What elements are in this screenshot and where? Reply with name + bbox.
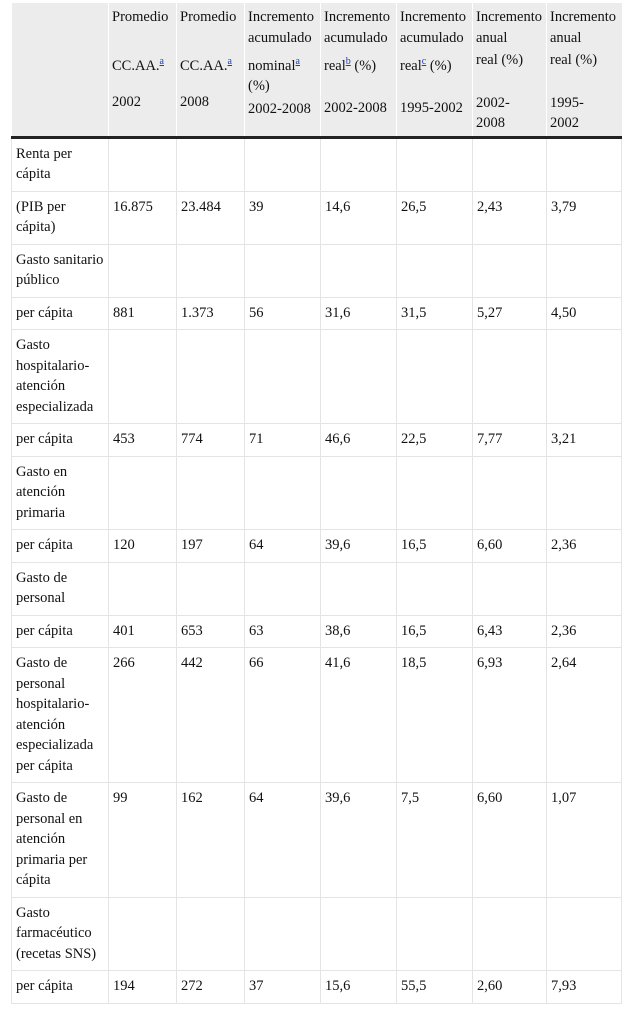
header-cell-incremento-anual-2002-2008 bbox=[473, 3, 547, 137]
table-cell: 120 bbox=[109, 530, 177, 563]
header-text: real (%) bbox=[476, 52, 524, 68]
table-row bbox=[12, 330, 622, 424]
table-cell: 41,6 bbox=[321, 648, 397, 783]
table-row bbox=[12, 137, 622, 191]
table-cell: 6,60 bbox=[473, 530, 547, 563]
table-row bbox=[12, 297, 622, 330]
table-cell: 4,50 bbox=[547, 297, 622, 330]
table-cell: 194 bbox=[109, 971, 177, 1004]
table-cell: 56 bbox=[245, 297, 321, 330]
table-cell bbox=[321, 562, 397, 615]
table-cell: 774 bbox=[177, 424, 245, 457]
header-text: CC.AA.$^a$ bbox=[180, 55, 232, 74]
table-row bbox=[12, 971, 622, 1004]
row-label: Gasto de personal en atención primaria per cápita bbox=[12, 783, 109, 898]
table-cell: 2,43 bbox=[473, 191, 547, 244]
table-cell: 881 bbox=[109, 297, 177, 330]
header-year: 1995-2002 bbox=[400, 100, 463, 117]
table-row bbox=[12, 530, 622, 563]
table-cell bbox=[245, 137, 321, 191]
table-cell bbox=[109, 330, 177, 424]
table-cell bbox=[109, 137, 177, 191]
row-label: Gasto en atención primaria bbox=[12, 456, 109, 530]
table-cell bbox=[397, 330, 473, 424]
table-cell bbox=[245, 330, 321, 424]
table-cell: 99 bbox=[109, 783, 177, 898]
table-cell bbox=[177, 456, 245, 530]
header-text: Promedio bbox=[112, 9, 169, 25]
header-text: anual bbox=[550, 29, 582, 46]
table-cell: 197 bbox=[177, 530, 245, 563]
table-cell: 64 bbox=[245, 783, 321, 898]
table-cell bbox=[321, 244, 397, 297]
table-row bbox=[12, 456, 622, 530]
table-cell: 2,64 bbox=[547, 648, 622, 783]
header-text: Incremento bbox=[324, 9, 391, 25]
header-text: real$^b$ (%) bbox=[324, 56, 377, 74]
table-cell: 66 bbox=[245, 648, 321, 783]
table-cell: 16,5 bbox=[397, 530, 473, 563]
header-text: real (%) bbox=[550, 52, 598, 68]
row-label: Gasto de personal bbox=[12, 562, 109, 615]
table-cell: 6,43 bbox=[473, 615, 547, 648]
table-cell: 2,36 bbox=[547, 615, 622, 648]
table-cell: 22,5 bbox=[397, 424, 473, 457]
table-row bbox=[12, 897, 622, 971]
table-cell bbox=[177, 244, 245, 297]
table-cell bbox=[547, 137, 622, 191]
table-cell: 39,6 bbox=[321, 530, 397, 563]
table-cell bbox=[547, 897, 622, 971]
footnote-b-link[interactable]: b bbox=[345, 56, 351, 67]
footnote-a-link[interactable]: a bbox=[295, 56, 300, 67]
table-cell bbox=[245, 244, 321, 297]
row-label: per cápita bbox=[12, 971, 109, 1004]
row-label: Gasto hospitalario-atención especializada bbox=[12, 330, 109, 424]
table-cell: 162 bbox=[177, 783, 245, 898]
table-cell: 266 bbox=[109, 648, 177, 783]
table-row bbox=[12, 191, 622, 244]
header-cell-incremento-real-2002-2008 bbox=[321, 3, 397, 137]
row-label: Renta per cápita bbox=[12, 137, 109, 191]
header-text: acumulado bbox=[248, 29, 312, 46]
table-cell: 3,21 bbox=[547, 424, 622, 457]
table-cell bbox=[177, 562, 245, 615]
table-header bbox=[12, 3, 622, 137]
table-cell bbox=[177, 330, 245, 424]
header-cell-promedio-2008 bbox=[177, 3, 245, 137]
footnote-a-link[interactable]: a bbox=[159, 55, 164, 67]
table-cell bbox=[177, 137, 245, 191]
table-cell: 31,6 bbox=[321, 297, 397, 330]
table-row bbox=[12, 615, 622, 648]
table-cell bbox=[245, 456, 321, 530]
table-cell: 2,36 bbox=[547, 530, 622, 563]
table-cell: 6,93 bbox=[473, 648, 547, 783]
table-cell: 14,6 bbox=[321, 191, 397, 244]
table-cell: 1,07 bbox=[547, 783, 622, 898]
table-row bbox=[12, 783, 622, 898]
footnote-c-link[interactable]: c bbox=[421, 56, 427, 67]
table-cell: 3,79 bbox=[547, 191, 622, 244]
table-cell: 401 bbox=[109, 615, 177, 648]
table-cell: 38,6 bbox=[321, 615, 397, 648]
table-body bbox=[12, 137, 622, 1003]
table-cell bbox=[397, 137, 473, 191]
row-label: per cápita bbox=[12, 424, 109, 457]
table-cell: 453 bbox=[109, 424, 177, 457]
table-cell: 23.484 bbox=[177, 191, 245, 244]
table-cell: 16.875 bbox=[109, 191, 177, 244]
table-cell: 46,6 bbox=[321, 424, 397, 457]
table-cell: 272 bbox=[177, 971, 245, 1004]
table-cell: 26,5 bbox=[397, 191, 473, 244]
table-cell: 39 bbox=[245, 191, 321, 244]
table-row bbox=[12, 648, 622, 783]
row-label: per cápita bbox=[12, 297, 109, 330]
table-cell bbox=[321, 137, 397, 191]
table-cell: 442 bbox=[177, 648, 245, 783]
header-cell-incremento-anual-1995-2002 bbox=[547, 3, 622, 137]
row-label: Gasto de personal hospitalario-atención especializada per cápita bbox=[12, 648, 109, 783]
table-cell: 2,60 bbox=[473, 971, 547, 1004]
header-text: Incremento bbox=[248, 9, 315, 25]
table-cell: 5,27 bbox=[473, 297, 547, 330]
table-cell: 63 bbox=[245, 615, 321, 648]
table-cell: 16,5 bbox=[397, 615, 473, 648]
table-cell bbox=[321, 456, 397, 530]
table-cell: 31,5 bbox=[397, 297, 473, 330]
header-text: (%) bbox=[248, 78, 270, 95]
header-cell-promedio-2002 bbox=[109, 3, 177, 137]
table-cell bbox=[473, 897, 547, 971]
row-label: (PIB per cápita) bbox=[12, 191, 109, 244]
table-cell: 37 bbox=[245, 971, 321, 1004]
table-cell bbox=[109, 244, 177, 297]
table-cell: 7,77 bbox=[473, 424, 547, 457]
table-cell: 7,5 bbox=[397, 783, 473, 898]
table-cell: 653 bbox=[177, 615, 245, 648]
table-cell: 18,5 bbox=[397, 648, 473, 783]
header-text: real$^c$ (%) bbox=[400, 56, 452, 74]
header-text: Incremento bbox=[476, 9, 543, 25]
header-text: acumulado bbox=[324, 29, 388, 46]
row-label: per cápita bbox=[12, 530, 109, 563]
table-cell bbox=[547, 244, 622, 297]
header-cell-incremento-real-1995-2002 bbox=[397, 3, 473, 137]
footnote-a-link[interactable]: a bbox=[227, 55, 232, 67]
header-text: nominal$^a$ bbox=[248, 56, 300, 74]
table-cell bbox=[473, 137, 547, 191]
header-year: 2002-2008 bbox=[476, 94, 510, 131]
table-cell: 6,60 bbox=[473, 783, 547, 898]
table-cell bbox=[177, 897, 245, 971]
data-table bbox=[11, 3, 622, 1004]
header-year: 2002 bbox=[112, 93, 141, 110]
header-year: 2002-2008 bbox=[324, 100, 387, 117]
table-cell bbox=[473, 244, 547, 297]
table-cell: 64 bbox=[245, 530, 321, 563]
header-text: CC.AA.$^a$ bbox=[112, 55, 164, 74]
table-cell bbox=[321, 897, 397, 971]
table-row bbox=[12, 424, 622, 457]
table-cell bbox=[473, 456, 547, 530]
table-cell: 39,6 bbox=[321, 783, 397, 898]
header-text: Promedio bbox=[180, 9, 237, 25]
table-cell bbox=[109, 562, 177, 615]
table-cell bbox=[397, 244, 473, 297]
table-cell: 7,93 bbox=[547, 971, 622, 1004]
header-text: Incremento bbox=[550, 9, 617, 25]
table-row bbox=[12, 562, 622, 615]
table-cell bbox=[547, 562, 622, 615]
table-row bbox=[12, 244, 622, 297]
header-text: acumulado bbox=[400, 29, 464, 46]
header-cell-incremento-nominal bbox=[245, 3, 321, 137]
table-cell bbox=[321, 330, 397, 424]
header-year: 2008 bbox=[180, 93, 209, 110]
table-cell: 1.373 bbox=[177, 297, 245, 330]
table-cell: 15,6 bbox=[321, 971, 397, 1004]
row-label: Gasto farmacéutico (recetas SNS) bbox=[12, 897, 109, 971]
table-cell bbox=[547, 456, 622, 530]
header-text: Incremento bbox=[400, 9, 467, 25]
table-cell bbox=[109, 897, 177, 971]
header-cell-label bbox=[12, 3, 109, 137]
table-cell bbox=[473, 562, 547, 615]
table-cell: 71 bbox=[245, 424, 321, 457]
table-cell bbox=[473, 330, 547, 424]
table-cell bbox=[109, 456, 177, 530]
row-label: per cápita bbox=[12, 615, 109, 648]
header-year: 1995-2002 bbox=[550, 94, 584, 131]
header-text: anual bbox=[476, 29, 508, 46]
header-row bbox=[12, 3, 622, 137]
table-cell: 55,5 bbox=[397, 971, 473, 1004]
table-cell bbox=[397, 897, 473, 971]
row-label: Gasto sanitario público bbox=[12, 244, 109, 297]
table-cell bbox=[397, 456, 473, 530]
table-cell bbox=[397, 562, 473, 615]
table-cell bbox=[245, 897, 321, 971]
table-cell bbox=[245, 562, 321, 615]
header-year: 2002-2008 bbox=[248, 100, 311, 117]
table-cell bbox=[547, 330, 622, 424]
